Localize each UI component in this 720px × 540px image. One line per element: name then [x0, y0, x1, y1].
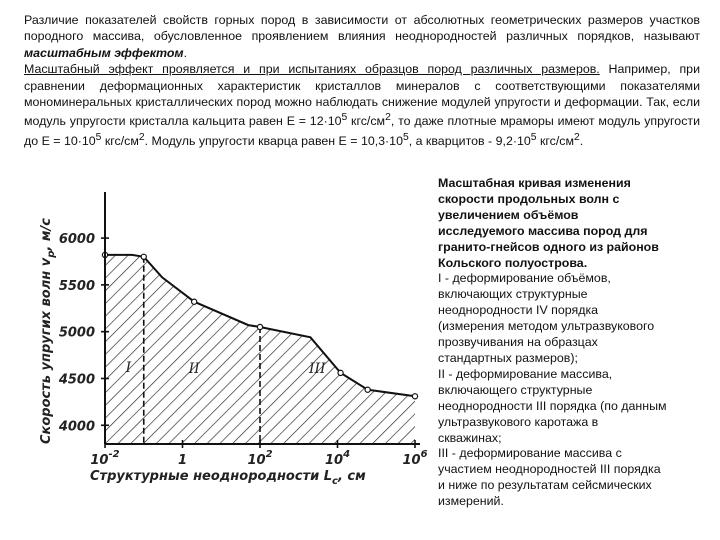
sup: 2 [385, 112, 391, 124]
x-tick-label [247, 449, 272, 468]
y-tick-label: 5000 [58, 325, 95, 341]
caption-line: включающего структурные [438, 382, 593, 397]
intro-paragraph-1 [24, 12, 700, 61]
data-point [141, 254, 146, 259]
x-axis-label-sub: c [332, 476, 338, 487]
y-tick-label: 5500 [58, 278, 95, 294]
data-point [192, 299, 197, 304]
intro-p2-g: кгс/см [536, 134, 574, 149]
caption-line: измерений. [438, 494, 504, 509]
intro-p2-f: , а кварцитов - 9,2·10 [408, 134, 531, 149]
data-point [257, 324, 262, 329]
intro-p2-c: , то даже плотные мраморы имеют модуль упругости до Е = 10·10 [24, 114, 700, 149]
intro-p1-text: Различие показателей свойств горных пород в зависимости от абсолютных геометрических размеров участков породного массива, обусловленное проявлением влияния неоднородностей различных порядков, называют [24, 13, 700, 44]
intro-p2-underlined: Масштабный эффект проявляется и при испытаниях образцов пород различных размеров. [24, 62, 600, 77]
caption-line: прозвучивания на образцах [438, 335, 598, 350]
caption-title-line: скорости продольных волн с [438, 191, 620, 206]
intro-paragraph-2 [24, 61, 700, 149]
intro-p2-d: кгс/см [101, 134, 139, 149]
caption-line: I - деформирование объёмов, [438, 271, 611, 286]
caption-line: (измерения методом ультразвукового [438, 319, 655, 334]
sup: 5 [341, 112, 348, 124]
caption-title-line: исследуемого массива пород для [438, 223, 648, 238]
sup: 2 [138, 131, 145, 143]
x-tick-label [178, 453, 187, 468]
x-tick-base: 10 [402, 453, 421, 468]
x-axis-label-main: Структурные неоднородности L [90, 469, 333, 484]
y-tick-label: 4000 [58, 419, 95, 435]
x-tick-exponent: -2 [108, 449, 120, 460]
x-axis-label-unit: , см [337, 469, 366, 484]
caption-line: II - деформирование массива, [438, 366, 613, 381]
caption-title-line: Масштабная кривая изменения [438, 176, 631, 190]
intro-p1-end: . [183, 45, 188, 60]
x-tick-exponent: 4 [343, 449, 351, 460]
caption-line: включающих структурные [438, 287, 588, 302]
scale-curve-chart [10, 182, 435, 537]
caption-line: III - деформирование массива с [438, 446, 622, 461]
region-label: II [188, 360, 200, 377]
caption-title-line: гранито-гнейсов одного из районов [438, 239, 659, 254]
intro-p2-e: . Модуль упругости кварца равен Е = 10,3·10 [144, 134, 403, 149]
caption-title [438, 176, 706, 271]
x-tick-exponent: 6 [420, 449, 428, 460]
caption-body [438, 271, 706, 510]
x-tick-label [325, 449, 350, 468]
caption-line: неоднородности IV порядка [438, 303, 599, 318]
figure-caption [438, 176, 706, 510]
y-axis-label-sub: p [46, 250, 57, 258]
x-tick-base: 10 [324, 453, 344, 468]
x-tick-base: 1 [177, 453, 188, 468]
region-label: III [308, 360, 326, 377]
data-point [412, 394, 417, 399]
intro-text [24, 12, 700, 150]
intro-p2-h: . [579, 134, 584, 149]
x-tick-base: 10 [90, 453, 109, 468]
y-axis-label [39, 218, 57, 444]
data-point [365, 387, 370, 392]
x-tick-label [402, 449, 427, 468]
caption-line: скважинах; [438, 430, 502, 445]
term-scale-effect: масштабным эффектом [24, 45, 184, 60]
scale-curve-figure [10, 182, 435, 537]
x-tick-base: 10 [247, 453, 266, 468]
y-tick-label: 6000 [58, 232, 95, 248]
caption-title-line: увеличением объёмов [438, 207, 579, 222]
sup: 5 [402, 131, 409, 143]
caption-line: и ниже по результатам сейсмических [438, 478, 652, 493]
caption-line: ультразвукового каротажа в [438, 414, 599, 429]
x-tick-label [90, 449, 119, 468]
x-tick-exponent: 2 [265, 449, 273, 460]
y-axis-label-unit: , м/с [39, 218, 54, 251]
caption-line: участием неоднородностей III порядка [438, 462, 661, 477]
intro-p2-b: кгс/см [347, 114, 386, 129]
sup: 5 [95, 131, 102, 143]
region-label: I [125, 359, 132, 376]
y-axis-label-main: Скорость упругих волн v [39, 257, 54, 444]
data-point [338, 370, 343, 375]
y-tick-label: 4500 [58, 372, 95, 388]
intro-p2-a: Например, при сравнении деформационных характеристик кристаллов минералов с соответствующими показателями мономинеральных кристаллических пород можно наблюдать снижение модулей упругости и деформации. Так, если модуль упругости кристалла кальцита равен Е = 12·10 [24, 62, 700, 129]
sup: 2 [573, 131, 580, 143]
x-axis-label [90, 469, 366, 487]
caption-title-line: Кольского полуострова. [438, 255, 588, 270]
caption-line: стандартных размеров); [438, 350, 578, 365]
sup: 5 [530, 131, 537, 143]
caption-line: неоднородности III порядка (по данным [438, 398, 667, 413]
